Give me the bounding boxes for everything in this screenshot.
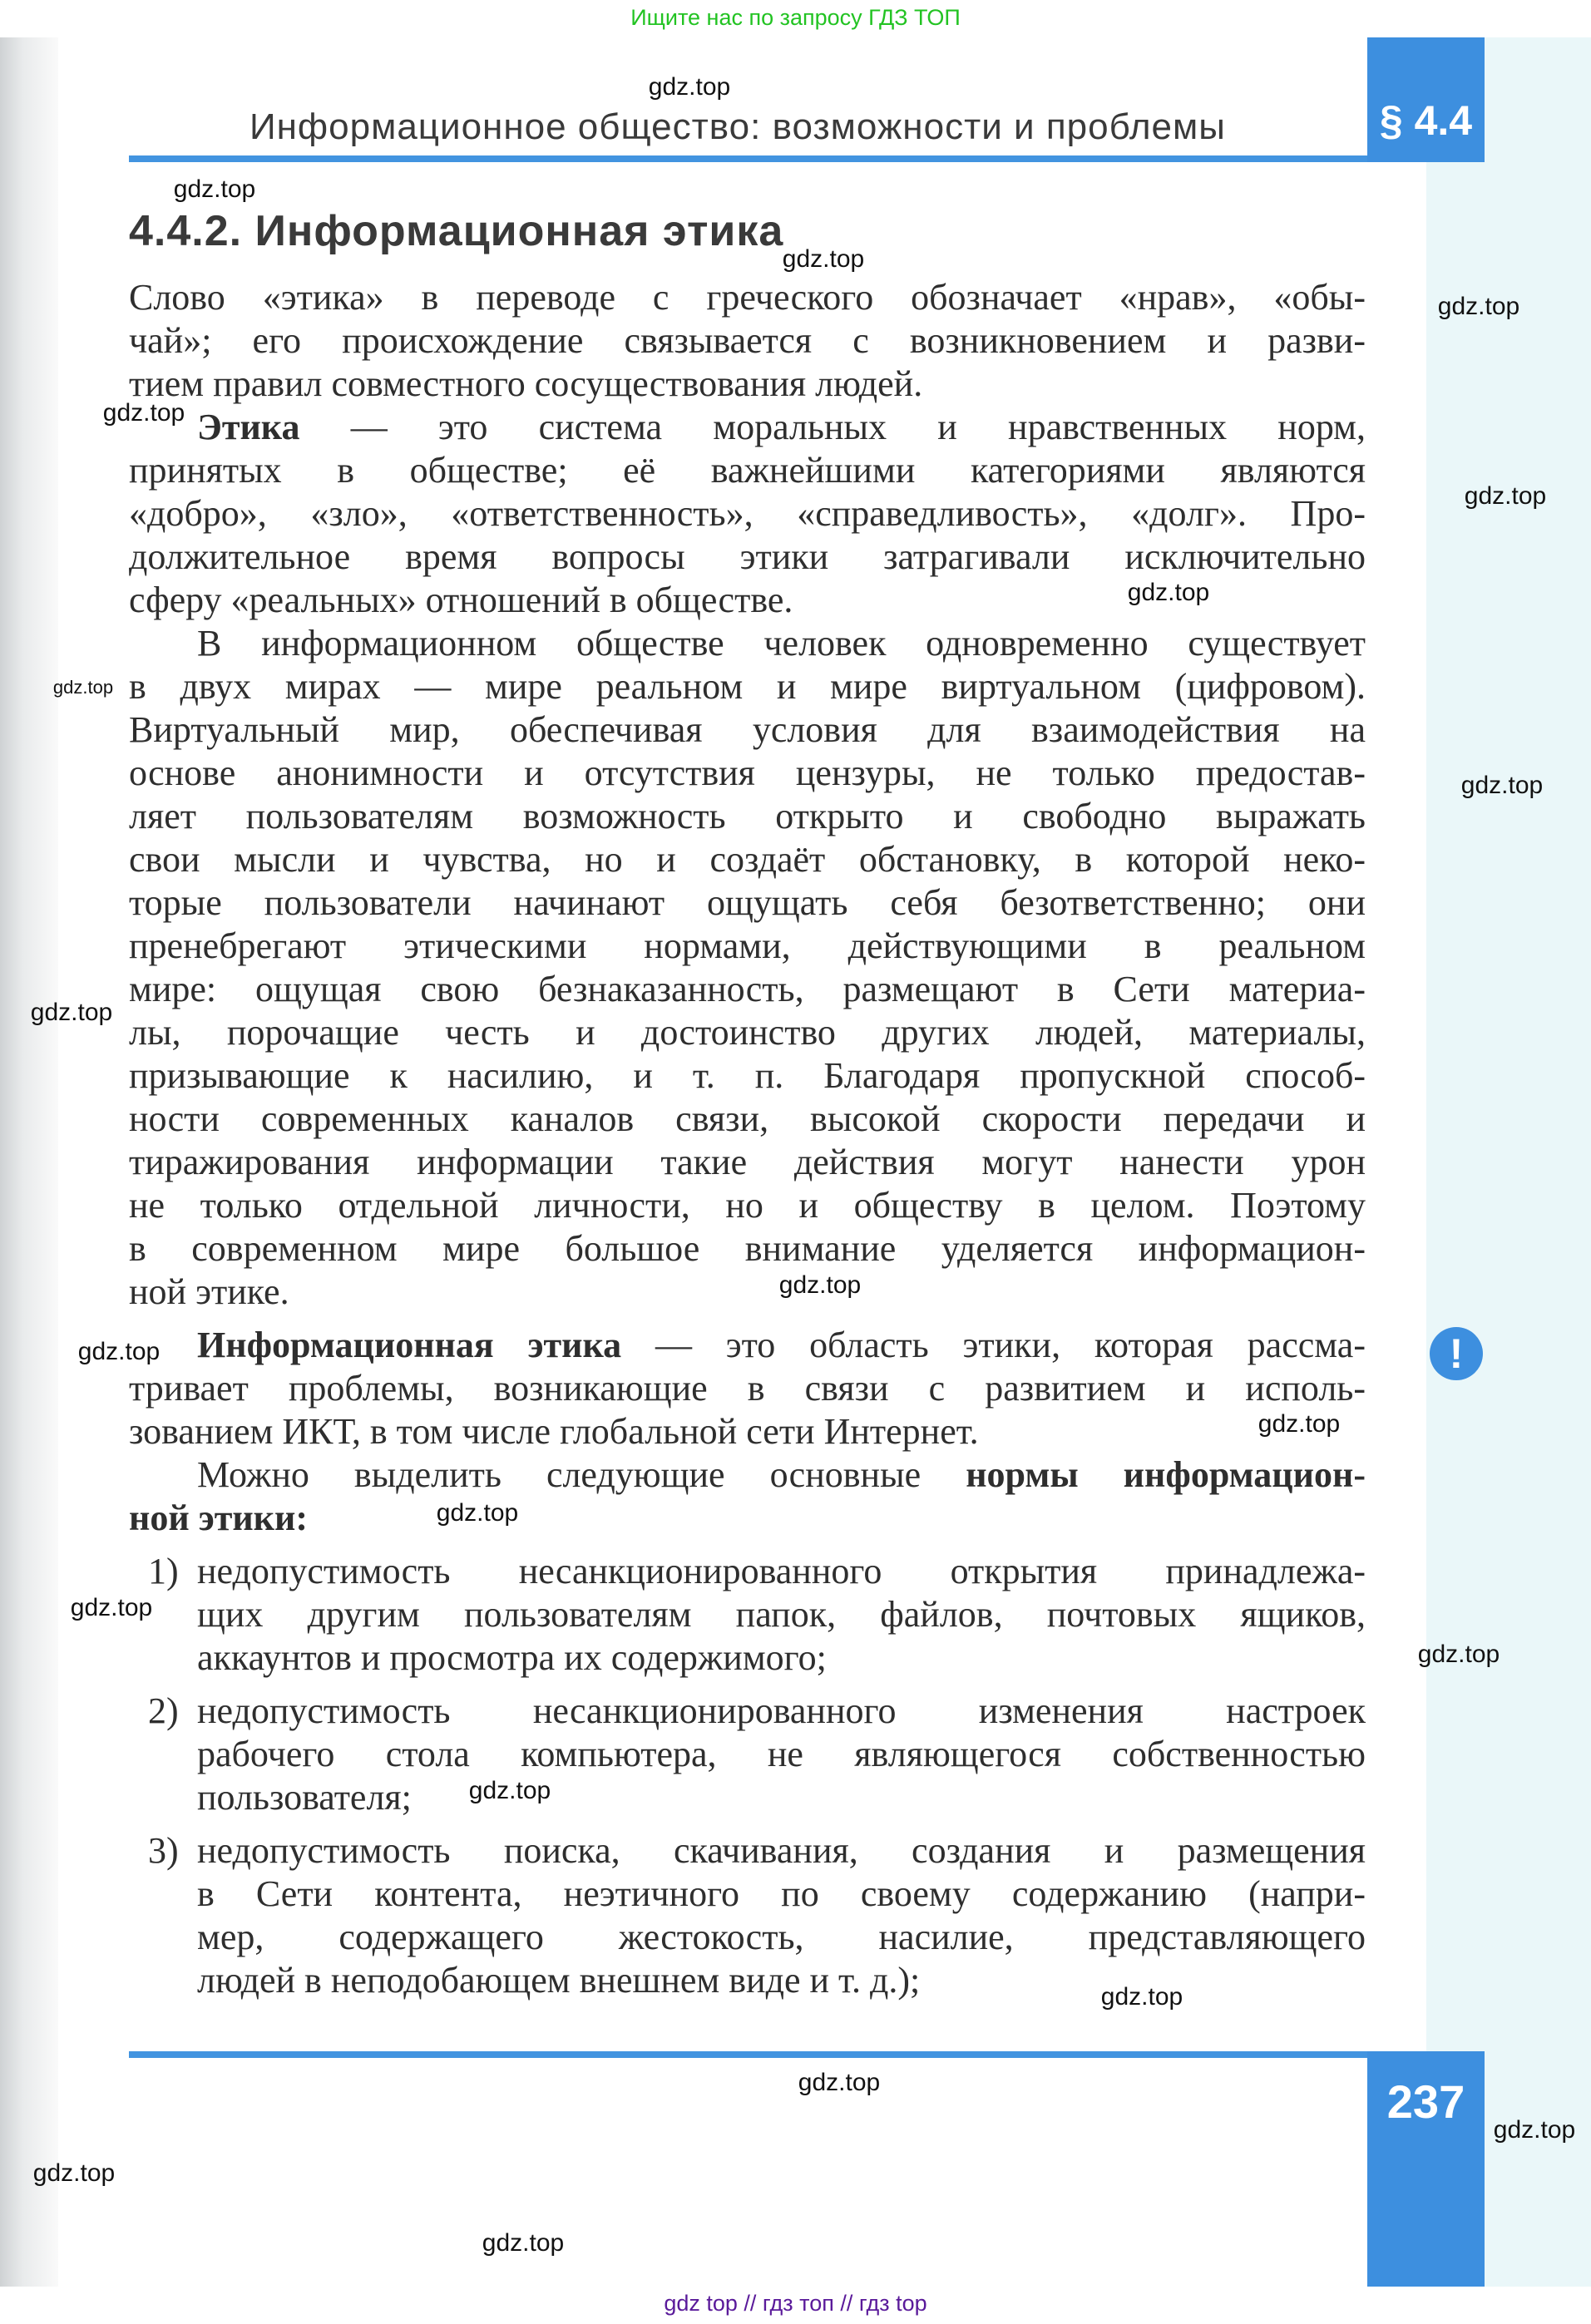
text-line xyxy=(129,449,1366,492)
text-line xyxy=(129,1271,289,1314)
list-number: 1) xyxy=(148,1551,179,1591)
text-line: аккаунтов и просмотра их содержимого; xyxy=(197,1637,827,1678)
text-run: Слово «этика» в переводе с греческого обозначает «нрав», «обы- xyxy=(129,277,1366,318)
watermark: gdz.top xyxy=(648,73,731,101)
paragraph xyxy=(129,622,1366,1314)
text-line xyxy=(129,968,1366,1011)
text-run: Можно выделить следующие основные xyxy=(197,1454,966,1495)
watermark: gdz.top xyxy=(798,2069,881,2096)
header-rule xyxy=(129,155,1367,162)
chapter-title: Информационное общество: возможности и проблемы xyxy=(250,106,1226,147)
text-run: зованием ИКТ, в том числе глобальной сети Интернет. xyxy=(129,1411,979,1452)
text-run: лы, порочащие честь и достоинство других людей, материалы, xyxy=(129,1012,1366,1053)
text-run: не только отдельной личности, но и обществу в целом. Поэтому xyxy=(129,1185,1366,1226)
bold-term: нормы информацион- xyxy=(966,1454,1366,1495)
page-binding-shadow xyxy=(0,37,58,2287)
text-line xyxy=(129,1497,308,1540)
text-line xyxy=(197,1453,1366,1497)
watermark: gdz.top xyxy=(1100,1983,1183,2011)
exclamation-icon: ! xyxy=(1430,1327,1483,1380)
text-line xyxy=(129,1410,979,1453)
watermark: gdz.top xyxy=(32,2159,116,2187)
text-line xyxy=(129,1141,1366,1184)
watermark: gdz.top xyxy=(1127,579,1210,606)
watermark: gdz.top xyxy=(436,1499,519,1527)
text-run: тием правил совместного сосуществования людей. xyxy=(129,363,923,404)
text-run: ной этике. xyxy=(129,1271,289,1312)
text-line xyxy=(129,708,1366,752)
list-item xyxy=(129,1550,1366,1680)
text-line xyxy=(197,1324,1366,1367)
text-run: должительное время вопросы этики затрагивали исключительно xyxy=(129,536,1366,577)
text-line: людей в неподобающем внешнем виде и т. д.); xyxy=(197,1960,921,2001)
text-line xyxy=(197,406,1366,449)
text-line: мер, содержащего жестокость, насилие, представляющего xyxy=(197,1917,1366,1957)
text-line xyxy=(129,665,1366,708)
text-run: чай»; его происхождение связывается с возникновением и разви- xyxy=(129,320,1366,361)
watermark: gdz.top xyxy=(30,999,113,1026)
text-run: ности современных каналов связи, высокой скорости передачи и xyxy=(129,1098,1366,1139)
watermark: gdz.top xyxy=(70,1594,153,1621)
text-line xyxy=(129,579,793,622)
text-run: «добро», «зло», «ответственность», «справедливость», «долг». Про- xyxy=(129,493,1366,534)
text-line xyxy=(129,838,1366,881)
text-run: призывающие к насилию, и т. п. Благодаря пропускной способ- xyxy=(129,1055,1366,1096)
section-heading: 4.4.2. Информационная этика xyxy=(129,207,784,255)
text-line: недопустимость несанкционированного открытия принадлежа- xyxy=(197,1551,1366,1591)
watermark: gdz.top xyxy=(468,1777,551,1804)
watermark: gdz.top xyxy=(782,245,865,273)
footer-links[interactable]: gdz top // гдз топ // гдз top xyxy=(0,2287,1591,2324)
watermark: gdz.top xyxy=(77,1338,161,1365)
text-line: недопустимость несанкционированного изменения настроек xyxy=(197,1690,1366,1731)
text-line xyxy=(129,881,1366,925)
text-line xyxy=(129,319,1366,363)
watermark: gdz.top xyxy=(1257,1410,1341,1438)
text-line xyxy=(129,1184,1366,1227)
page-number: 237 xyxy=(1367,2051,1485,2287)
bold-term: Этика xyxy=(197,407,300,447)
text-line: недопустимость поиска, скачивания, создания и размещения xyxy=(197,1830,1366,1871)
bold-term: Информационная этика xyxy=(197,1325,622,1365)
watermark: gdz.top xyxy=(1493,2116,1576,2144)
bold-term: ной этики: xyxy=(129,1498,309,1538)
watermark: gdz.top xyxy=(1417,1641,1500,1668)
footer-rule xyxy=(129,2051,1367,2058)
list-number: 3) xyxy=(148,1830,179,1871)
paragraph xyxy=(129,1324,1366,1453)
watermark: gdz.top xyxy=(102,399,185,427)
text-line xyxy=(129,1367,1366,1410)
text-line xyxy=(129,1098,1366,1141)
body-text xyxy=(129,276,1366,2002)
text-run: — это система моральных и нравственных норм, xyxy=(299,407,1366,447)
text-line xyxy=(129,535,1366,579)
text-line: пользователя; xyxy=(197,1777,412,1818)
text-run: — это область этики, которая рассма- xyxy=(621,1325,1366,1365)
list-number: 2) xyxy=(148,1690,179,1731)
paragraph xyxy=(129,276,1366,406)
text-line xyxy=(129,363,922,406)
text-run: принятых в обществе; её важнейшими категориями являются xyxy=(129,450,1366,491)
search-banner: Ищите нас по запросу ГДЗ ТОП xyxy=(0,0,1591,37)
text-run: свои мысли и чувства, но и создаёт обстановку, в которой неко- xyxy=(129,839,1366,880)
text-line xyxy=(197,622,1366,665)
list-item xyxy=(129,1829,1366,2002)
text-line xyxy=(129,1054,1366,1098)
text-run: тиражирования информации такие действия могут нанести урон xyxy=(129,1142,1366,1182)
text-run: ляет пользователям возможность открыто и свободно выражать xyxy=(129,796,1366,836)
text-run: сферу «реальных» отношений в обществе. xyxy=(129,580,793,620)
text-run: в двух мирах — мире реальном и мире виртуальном (цифровом). xyxy=(129,666,1366,707)
watermark: gdz.top xyxy=(1437,293,1520,320)
text-line xyxy=(129,752,1366,795)
text-run: В информационном обществе человек одновременно существует xyxy=(197,623,1366,664)
text-run: Виртуальный мир, обеспечивая условия для взаимодействия на xyxy=(129,709,1366,750)
text-line xyxy=(129,1227,1366,1271)
text-run: пренебрегают этическими нормами, действующими в реальном xyxy=(129,925,1366,966)
watermark: gdz.top xyxy=(482,2229,565,2257)
text-line xyxy=(129,276,1366,319)
watermark: gdz.top xyxy=(778,1271,862,1299)
watermark: gdz.top xyxy=(52,677,114,698)
text-run: основе анонимности и отсутствия цензуры, не только предостав- xyxy=(129,752,1366,793)
margin-strip xyxy=(1426,37,1591,2287)
text-run: мире: ощущая свою безнаказанность, размещают в Сети материа- xyxy=(129,969,1366,1009)
watermark: gdz.top xyxy=(1464,482,1547,510)
text-line: рабочего стола компьютера, не являющегося собственностью xyxy=(197,1734,1366,1774)
text-line xyxy=(129,795,1366,838)
text-line: щих другим пользователям папок, файлов, почтовых ящиков, xyxy=(197,1594,1366,1635)
section-tab: § 4.4 xyxy=(1367,37,1485,162)
text-line xyxy=(129,492,1366,535)
text-line: в Сети контента, неэтичного по своему содержанию (напри- xyxy=(197,1873,1366,1914)
paragraph xyxy=(129,1453,1366,1540)
text-line xyxy=(129,925,1366,968)
text-run: тривает проблемы, возникающие в связи с развитием и исполь- xyxy=(129,1368,1366,1409)
watermark: gdz.top xyxy=(173,175,256,203)
text-line xyxy=(129,1011,1366,1054)
watermark: gdz.top xyxy=(1460,772,1544,799)
text-run: торые пользователи начинают ощущать себя безответственно; они xyxy=(129,882,1366,923)
text-run: в современном мире большое внимание уделяется информацион- xyxy=(129,1228,1366,1269)
list-item xyxy=(129,1690,1366,1819)
